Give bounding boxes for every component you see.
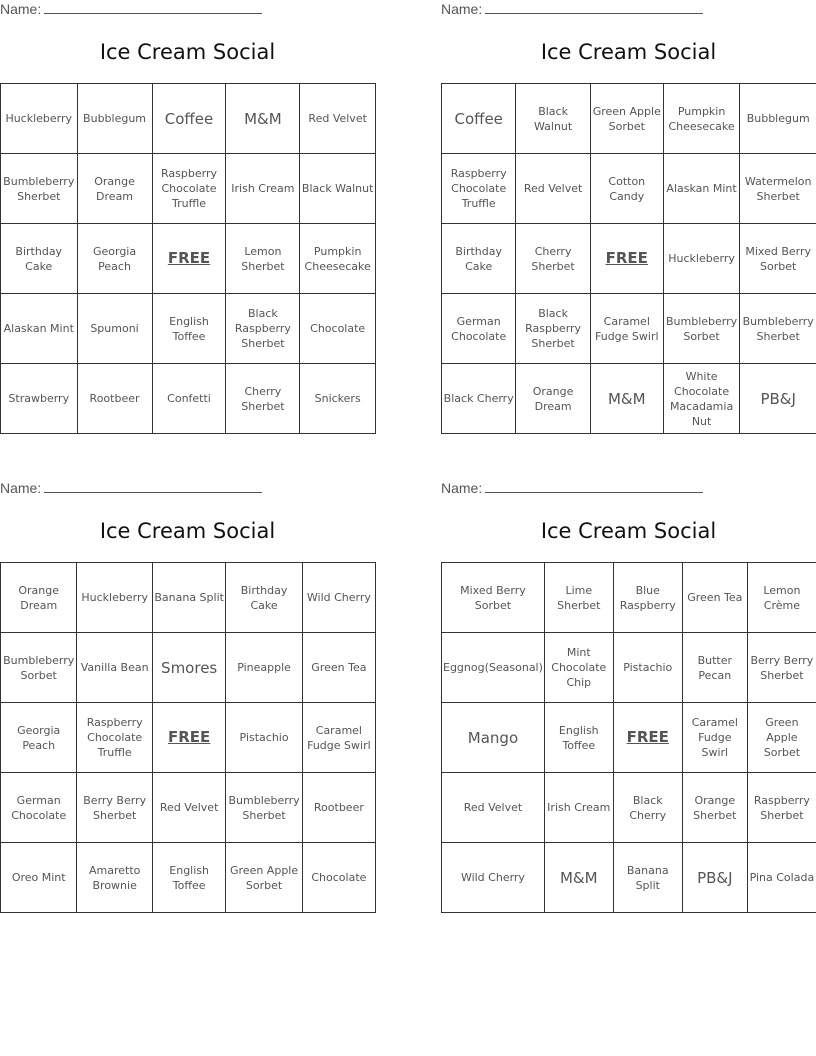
grid-row [442, 294, 816, 364]
bingo-cell: Caramel Fudge Swirl [682, 703, 747, 773]
grid-row [442, 154, 816, 224]
grid-row [442, 224, 816, 294]
bingo-cell: White Chocolate Macadamia Nut [663, 364, 740, 434]
card-title: Ice Cream Social [540, 40, 717, 64]
bingo-cell: Bumbleberry Sorbet [1, 633, 77, 703]
bingo-cell: Orange Dream [77, 154, 152, 224]
bingo-cell: Pistachio [613, 633, 682, 703]
bingo-cell: Bumbleberry Sorbet [663, 294, 740, 364]
bingo-cell: Black Walnut [516, 84, 590, 154]
bingo-cell: Cherry Sherbet [516, 224, 590, 294]
bingo-cell: Vanilla Bean [77, 633, 153, 703]
grid-row [1, 633, 376, 703]
name-label: Name: [0, 1, 42, 17]
grid-row [1, 843, 376, 913]
card-title: Ice Cream Social [99, 40, 276, 64]
grid-row [1, 703, 376, 773]
bingo-cell: Alaskan Mint [1, 294, 78, 364]
bingo-cell: Berry Berry Sherbet [747, 633, 816, 703]
bingo-cell: PB&J [682, 843, 747, 913]
free-space-cell: FREE [152, 224, 226, 294]
bingo-cell: Green Tea [682, 563, 747, 633]
free-space-cell: FREE [613, 703, 682, 773]
bingo-cell: Birthday Cake [442, 224, 516, 294]
bingo-cell: Orange Sherbet [682, 773, 747, 843]
grid-row [442, 84, 816, 154]
grid-row [442, 633, 816, 703]
bingo-cell: Alaskan Mint [663, 154, 740, 224]
bingo-cell: Black Cherry [442, 364, 516, 434]
bingo-cell: Berry Berry Sherbet [77, 773, 153, 843]
bingo-cell: Amaretto Brownie [77, 843, 153, 913]
bingo-cell: PB&J [740, 364, 816, 434]
name-underline [44, 1, 262, 14]
grid-row [1, 294, 376, 364]
bingo-cell: Irish Cream [544, 773, 613, 843]
grid-row [442, 773, 816, 843]
bingo-cell: Black Walnut [300, 154, 376, 224]
bingo-cell: English Toffee [152, 294, 226, 364]
bingo-cell: Black Raspberry Sherbet [516, 294, 590, 364]
bingo-cell: Pumpkin Cheesecake [300, 224, 376, 294]
bingo-cell: Confetti [152, 364, 226, 434]
bingo-cell: Lemon Crème [747, 563, 816, 633]
bingo-grid [0, 83, 376, 434]
bingo-grid [0, 562, 376, 913]
bingo-cell: Pumpkin Cheesecake [663, 84, 740, 154]
name-underline [44, 480, 262, 493]
bingo-cell: Bubblegum [740, 84, 816, 154]
bingo-cell: Wild Cherry [442, 843, 545, 913]
bingo-cell: M&M [544, 843, 613, 913]
bingo-cell: Birthday Cake [226, 563, 302, 633]
grid-row [1, 154, 376, 224]
bingo-cell: Huckleberry [663, 224, 740, 294]
name-field[interactable] [441, 1, 721, 19]
card-title: Ice Cream Social [99, 519, 276, 543]
bingo-grid [441, 83, 816, 434]
bingo-grid [441, 562, 816, 913]
bingo-cell: Wild Cherry [302, 563, 375, 633]
bingo-cell: Coffee [152, 84, 226, 154]
bingo-cell: Green Apple Sorbet [590, 84, 663, 154]
bingo-cell: Strawberry [1, 364, 78, 434]
name-label: Name: [441, 1, 483, 17]
bingo-cell: English Toffee [152, 843, 225, 913]
bingo-cell: Mint Chocolate Chip [544, 633, 613, 703]
bingo-cell: Green Apple Sorbet [747, 703, 816, 773]
bingo-cell: Red Velvet [516, 154, 590, 224]
bingo-cell: Raspberry Sherbet [747, 773, 816, 843]
bingo-cell: M&M [590, 364, 663, 434]
bingo-cell: Pineapple [226, 633, 302, 703]
bingo-cell: Bumbleberry Sherbet [226, 773, 302, 843]
bingo-cell: Red Velvet [442, 773, 545, 843]
bingo-cell: Chocolate [302, 843, 375, 913]
grid-row [1, 563, 376, 633]
bingo-cell: English Toffee [544, 703, 613, 773]
name-field[interactable] [0, 480, 280, 498]
bingo-cell: Orange Dream [1, 563, 77, 633]
name-underline [485, 480, 703, 493]
bingo-cell: Caramel Fudge Swirl [302, 703, 375, 773]
bingo-cell: Snickers [300, 364, 376, 434]
bingo-cell: Rootbeer [77, 364, 152, 434]
bingo-cell: Bubblegum [77, 84, 152, 154]
bingo-cell: Mango [442, 703, 545, 773]
bingo-cell: Black Cherry [613, 773, 682, 843]
bingo-cell: M&M [226, 84, 300, 154]
bingo-cell: Oreo Mint [1, 843, 77, 913]
grid-row [442, 703, 816, 773]
bingo-cell: German Chocolate [442, 294, 516, 364]
grid-row [1, 773, 376, 843]
grid-row [442, 364, 816, 434]
bingo-cell: Rootbeer [302, 773, 375, 843]
name-underline [485, 1, 703, 14]
bingo-cell: Green Apple Sorbet [226, 843, 302, 913]
bingo-cell: Caramel Fudge Swirl [590, 294, 663, 364]
bingo-cell: Bumbleberry Sherbet [1, 154, 78, 224]
bingo-cell: Pistachio [226, 703, 302, 773]
bingo-cell: Black Raspberry Sherbet [226, 294, 300, 364]
bingo-cell: Red Velvet [300, 84, 376, 154]
bingo-cell: Huckleberry [1, 84, 78, 154]
name-label: Name: [441, 480, 483, 496]
bingo-cell: Irish Cream [226, 154, 300, 224]
bingo-cell: Spumoni [77, 294, 152, 364]
bingo-cell: Eggnog(Seasonal) [442, 633, 545, 703]
bingo-cell: Raspberry Chocolate Truffle [77, 703, 153, 773]
bingo-cell: Lime Sherbet [544, 563, 613, 633]
bingo-cell: Cotton Candy [590, 154, 663, 224]
bingo-cell: Banana Split [152, 563, 225, 633]
bingo-cell: Green Tea [302, 633, 375, 703]
bingo-cell: Cherry Sherbet [226, 364, 300, 434]
bingo-cell: Smores [152, 633, 225, 703]
bingo-cell: Mixed Berry Sorbet [740, 224, 816, 294]
grid-row [1, 224, 376, 294]
bingo-cell: Birthday Cake [1, 224, 78, 294]
bingo-cell: Butter Pecan [682, 633, 747, 703]
grid-row [1, 84, 376, 154]
bingo-cell: Banana Split [613, 843, 682, 913]
name-field[interactable] [0, 1, 280, 19]
bingo-cell: Georgia Peach [77, 224, 152, 294]
free-space-cell: FREE [590, 224, 663, 294]
bingo-cell: Orange Dream [516, 364, 590, 434]
bingo-cell: Bumbleberry Sherbet [740, 294, 816, 364]
bingo-cell: Mixed Berry Sorbet [442, 563, 545, 633]
bingo-cell: Chocolate [300, 294, 376, 364]
bingo-cell: German Chocolate [1, 773, 77, 843]
bingo-cell: Pina Colada [747, 843, 816, 913]
bingo-cell: Watermelon Sherbet [740, 154, 816, 224]
bingo-cell: Georgia Peach [1, 703, 77, 773]
bingo-cell: Raspberry Chocolate Truffle [152, 154, 226, 224]
bingo-cell: Huckleberry [77, 563, 153, 633]
bingo-cell: Blue Raspberry [613, 563, 682, 633]
grid-row [442, 563, 816, 633]
grid-row [1, 364, 376, 434]
free-space-cell: FREE [152, 703, 225, 773]
grid-row [442, 843, 816, 913]
bingo-cell: Lemon Sherbet [226, 224, 300, 294]
bingo-cell: Coffee [442, 84, 516, 154]
card-title: Ice Cream Social [540, 519, 717, 543]
bingo-cell: Raspberry Chocolate Truffle [442, 154, 516, 224]
name-label: Name: [0, 480, 42, 496]
name-field[interactable] [441, 480, 721, 498]
bingo-cell: Red Velvet [152, 773, 225, 843]
